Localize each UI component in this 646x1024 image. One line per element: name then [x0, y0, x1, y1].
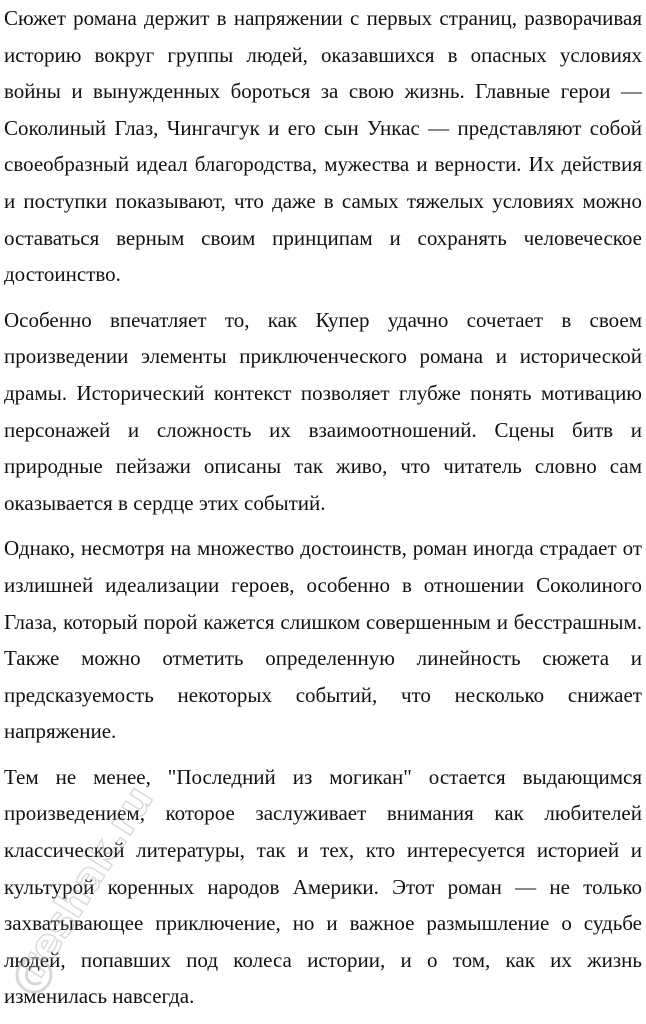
paragraph-plot: Сюжет романа держит в напряжении с первых страниц, разворачивая историю вокруг группы людей, оказавшихся в опасных условиях войны и вынужденных бороться за свою жизнь. Главные герои — Соколиный Глаз, Чингачгук и его сын Ункас — представляют собой своеобразный идеал благородства, мужества и верности. Их действия и поступки показывают, что даже в самых тяжелых условиях можно оставаться верным своим принципам и сохранять человеческое достоинство. [4, 6, 642, 287]
paragraph-conclusion: Тем не менее, "Последний из могикан" остается выдающимся произведением, которое заслуживает внимания как любителей классической литературы, так и тех, кто интересуется историей и культурой коренных народов Америки. Этот роман — не только захватывающее приключение, но и важное размышление о судьбе людей, попавших под колеса истории, и о том, как их жизнь изменилась навсегда. [4, 764, 642, 1009]
paragraph-criticism: Однако, несмотря на множество достоинств, роман иногда страдает от излишней идеализации героев, особенно в отношении Соколиного Глаза, который порой кажется слишком совершенным и бесстрашным. Также можно отметить определенную линейность сюжета и предсказуемость некоторых событий, что несколько снижает напряжение. [4, 536, 642, 744]
document-body [4, 0, 642, 1024]
watermark-text: reshak.ru [9, 777, 163, 986]
paragraph-genre: Особенно впечатляет то, как Купер удачно сочетает в своем произведении элементы приключенческого романа и исторической драмы. Исторический контекст позволяет глубже понять мотивацию персонажей и сложность их взаимоотношений. Сцены битв и природные пейзажи описаны так живо, что читатель словно сам оказывается в сердце этих событий. [4, 307, 642, 515]
